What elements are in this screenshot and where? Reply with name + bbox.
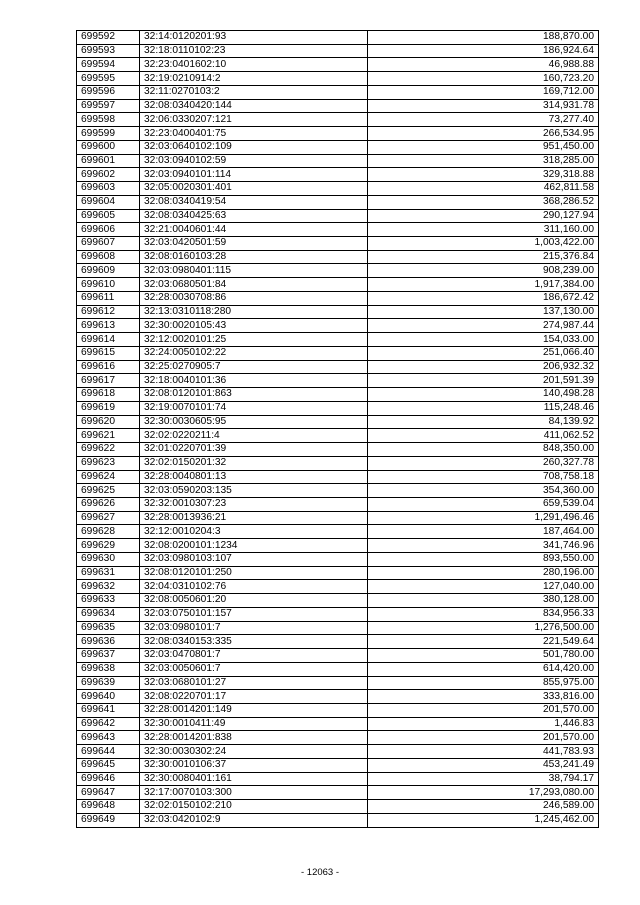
table-row: [77, 566, 599, 580]
cadastral-value-cell: 893,550.00: [368, 552, 599, 566]
cadastral-value-cell: 1,003,422.00: [368, 237, 599, 251]
table-row: [77, 511, 599, 525]
table-row: [77, 278, 599, 292]
table-row: [77, 443, 599, 457]
cadastral-value-cell: 140,498.28: [368, 388, 599, 402]
cadastral-number-cell: 32:12:0010204:3: [140, 525, 368, 539]
row-number-cell: 699610: [77, 278, 140, 292]
row-number-cell: 699600: [77, 140, 140, 154]
table-row: [77, 745, 599, 759]
table-row: [77, 676, 599, 690]
row-number-cell: 699641: [77, 703, 140, 717]
row-number-cell: 699607: [77, 237, 140, 251]
table-row: [77, 44, 599, 58]
cadastral-number-cell: 32:30:0010411:49: [140, 717, 368, 731]
cadastral-value-cell: 246,589.00: [368, 800, 599, 814]
cadastral-number-cell: 32:05:0020301:401: [140, 182, 368, 196]
cadastral-value-cell: 368,286.52: [368, 195, 599, 209]
row-number-cell: 699598: [77, 113, 140, 127]
table-row: [77, 772, 599, 786]
cadastral-value-cell: 187,464.00: [368, 525, 599, 539]
table-row: [77, 58, 599, 72]
cadastral-value-cell: 221,549.64: [368, 635, 599, 649]
row-number-cell: 699617: [77, 374, 140, 388]
row-number-cell: 699608: [77, 250, 140, 264]
cadastral-value-cell: 266,534.95: [368, 127, 599, 141]
cadastral-number-cell: 32:03:0980401:115: [140, 264, 368, 278]
cadastral-number-cell: 32:18:0040101:36: [140, 374, 368, 388]
table-row: [77, 786, 599, 800]
table-row: [77, 429, 599, 443]
row-number-cell: 699642: [77, 717, 140, 731]
cadastral-number-cell: 32:08:0160103:28: [140, 250, 368, 264]
cadastral-number-cell: 32:30:0030302:24: [140, 745, 368, 759]
cadastral-number-cell: 32:03:0590203:135: [140, 484, 368, 498]
cadastral-number-cell: 32:06:0330207:121: [140, 113, 368, 127]
row-number-cell: 699634: [77, 607, 140, 621]
row-number-cell: 699643: [77, 731, 140, 745]
cadastral-number-cell: 32:03:0750101:157: [140, 607, 368, 621]
cadastral-number-cell: 32:08:0340153:335: [140, 635, 368, 649]
row-number-cell: 699619: [77, 401, 140, 415]
table-row: [77, 800, 599, 814]
table-row: [77, 813, 599, 827]
row-number-cell: 699604: [77, 195, 140, 209]
table-row: [77, 662, 599, 676]
cadastral-value-cell: 834,956.33: [368, 607, 599, 621]
cadastral-number-cell: 32:28:0014201:149: [140, 703, 368, 717]
row-number-cell: 699648: [77, 800, 140, 814]
row-number-cell: 699637: [77, 649, 140, 663]
cadastral-number-cell: 32:03:0680101:27: [140, 676, 368, 690]
row-number-cell: 699625: [77, 484, 140, 498]
table-row: [77, 703, 599, 717]
cadastral-value-cell: 659,539.04: [368, 497, 599, 511]
cadastral-number-cell: 32:08:0220701:17: [140, 690, 368, 704]
row-number-cell: 699644: [77, 745, 140, 759]
row-number-cell: 699593: [77, 44, 140, 58]
row-number-cell: 699636: [77, 635, 140, 649]
cadastral-number-cell: 32:03:0980101:7: [140, 621, 368, 635]
cadastral-value-cell: 290,127.94: [368, 209, 599, 223]
cadastral-value-cell: 333,816.00: [368, 690, 599, 704]
cadastral-value-cell: 462,811.58: [368, 182, 599, 196]
table-row: [77, 525, 599, 539]
table-row: [77, 291, 599, 305]
cadastral-value-cell: 186,672.42: [368, 291, 599, 305]
cadastral-number-cell: 32:08:0050601:20: [140, 594, 368, 608]
cadastral-value-cell: 908,239.00: [368, 264, 599, 278]
table-row: [77, 360, 599, 374]
row-number-cell: 699623: [77, 456, 140, 470]
table-row: [77, 717, 599, 731]
row-number-cell: 699638: [77, 662, 140, 676]
table-row: [77, 31, 599, 45]
row-number-cell: 699635: [77, 621, 140, 635]
cadastral-value-cell: 318,285.00: [368, 154, 599, 168]
cadastral-value-cell: 441,783.93: [368, 745, 599, 759]
row-number-cell: 699613: [77, 319, 140, 333]
table-row: [77, 333, 599, 347]
cadastral-value-cell: 341,746.96: [368, 539, 599, 553]
cadastral-value-cell: 314,931.78: [368, 99, 599, 113]
row-number-cell: 699601: [77, 154, 140, 168]
cadastral-value-cell: 84,139.92: [368, 415, 599, 429]
cadastral-value-cell: 848,350.00: [368, 443, 599, 457]
cadastral-value-table: [76, 30, 599, 828]
cadastral-value-cell: 260,327.78: [368, 456, 599, 470]
row-number-cell: 699630: [77, 552, 140, 566]
row-number-cell: 699647: [77, 786, 140, 800]
cadastral-number-cell: 32:28:0040801:13: [140, 470, 368, 484]
table-row: [77, 305, 599, 319]
cadastral-number-cell: 32:14:0120201:93: [140, 31, 368, 45]
table-row: [77, 580, 599, 594]
row-number-cell: 699640: [77, 690, 140, 704]
row-number-cell: 699649: [77, 813, 140, 827]
table-row: [77, 127, 599, 141]
cadastral-value-cell: 1,276,500.00: [368, 621, 599, 635]
cadastral-number-cell: 32:25:0270905:7: [140, 360, 368, 374]
cadastral-value-cell: 614,420.00: [368, 662, 599, 676]
cadastral-number-cell: 32:12:0020101:25: [140, 333, 368, 347]
row-number-cell: 699646: [77, 772, 140, 786]
cadastral-number-cell: 32:08:0340419:54: [140, 195, 368, 209]
cadastral-number-cell: 32:28:0014201:838: [140, 731, 368, 745]
cadastral-number-cell: 32:30:0010106:37: [140, 758, 368, 772]
row-number-cell: 699632: [77, 580, 140, 594]
cadastral-value-cell: 1,917,384.00: [368, 278, 599, 292]
cadastral-number-cell: 32:03:0940101:114: [140, 168, 368, 182]
table-row: [77, 388, 599, 402]
table-row: [77, 237, 599, 251]
cadastral-number-cell: 32:30:0080401:161: [140, 772, 368, 786]
table-row: [77, 250, 599, 264]
row-number-cell: 699595: [77, 72, 140, 86]
cadastral-number-cell: 32:13:0310118:280: [140, 305, 368, 319]
cadastral-number-cell: 32:03:0420102:9: [140, 813, 368, 827]
cadastral-number-cell: 32:02:0220211:4: [140, 429, 368, 443]
table-row: [77, 415, 599, 429]
table-row: [77, 374, 599, 388]
row-number-cell: 699633: [77, 594, 140, 608]
cadastral-value-cell: 201,570.00: [368, 703, 599, 717]
cadastral-number-cell: 32:21:0040601:44: [140, 223, 368, 237]
row-number-cell: 699624: [77, 470, 140, 484]
cadastral-number-cell: 32:02:0150102:210: [140, 800, 368, 814]
cadastral-number-cell: 32:23:0401602:10: [140, 58, 368, 72]
table-row: [77, 470, 599, 484]
cadastral-value-cell: 17,293,080.00: [368, 786, 599, 800]
cadastral-value-cell: 206,932.32: [368, 360, 599, 374]
table-body: [77, 31, 599, 828]
cadastral-value-cell: 186,924.64: [368, 44, 599, 58]
table-row: [77, 539, 599, 553]
cadastral-value-cell: 251,066.40: [368, 346, 599, 360]
table-row: [77, 168, 599, 182]
cadastral-value-cell: 1,245,462.00: [368, 813, 599, 827]
row-number-cell: 699606: [77, 223, 140, 237]
table-row: [77, 113, 599, 127]
table-row: [77, 346, 599, 360]
cadastral-value-cell: 411,062.52: [368, 429, 599, 443]
cadastral-number-cell: 32:08:0200101:1234: [140, 539, 368, 553]
table-row: [77, 264, 599, 278]
cadastral-number-cell: 32:23:0400401:75: [140, 127, 368, 141]
cadastral-number-cell: 32:03:0640102:109: [140, 140, 368, 154]
table-row: [77, 182, 599, 196]
table-row: [77, 401, 599, 415]
row-number-cell: 699603: [77, 182, 140, 196]
cadastral-number-cell: 32:04:0310102:76: [140, 580, 368, 594]
row-number-cell: 699605: [77, 209, 140, 223]
cadastral-value-cell: 154,033.00: [368, 333, 599, 347]
table-row: [77, 223, 599, 237]
row-number-cell: 699594: [77, 58, 140, 72]
row-number-cell: 699622: [77, 443, 140, 457]
cadastral-value-cell: 188,870.00: [368, 31, 599, 45]
row-number-cell: 699616: [77, 360, 140, 374]
row-number-cell: 699609: [77, 264, 140, 278]
cadastral-value-cell: 73,277.40: [368, 113, 599, 127]
table-row: [77, 99, 599, 113]
table-row: [77, 621, 599, 635]
table-row: [77, 497, 599, 511]
table-row: [77, 72, 599, 86]
cadastral-number-cell: 32:18:0110102:23: [140, 44, 368, 58]
page-number: - 12063 -: [300, 867, 340, 878]
cadastral-number-cell: 32:08:0340425:63: [140, 209, 368, 223]
cadastral-number-cell: 32:02:0150201:32: [140, 456, 368, 470]
table-row: [77, 209, 599, 223]
cadastral-number-cell: 32:30:0020105:43: [140, 319, 368, 333]
table-row: [77, 758, 599, 772]
cadastral-value-cell: 115,248.46: [368, 401, 599, 415]
table-row: [77, 456, 599, 470]
row-number-cell: 699626: [77, 497, 140, 511]
cadastral-number-cell: 32:30:0030605:95: [140, 415, 368, 429]
cadastral-number-cell: 32:03:0420501:59: [140, 237, 368, 251]
table-row: [77, 195, 599, 209]
row-number-cell: 699597: [77, 99, 140, 113]
cadastral-number-cell: 32:03:0470801:7: [140, 649, 368, 663]
table-row: [77, 484, 599, 498]
table-row: [77, 635, 599, 649]
cadastral-value-cell: 708,758.18: [368, 470, 599, 484]
cadastral-value-cell: 354,360.00: [368, 484, 599, 498]
cadastral-number-cell: 32:03:0050601:7: [140, 662, 368, 676]
cadastral-value-cell: 215,376.84: [368, 250, 599, 264]
table-row: [77, 154, 599, 168]
cadastral-number-cell: 32:24:0050102:22: [140, 346, 368, 360]
row-number-cell: 699627: [77, 511, 140, 525]
cadastral-number-cell: 32:08:0120101:863: [140, 388, 368, 402]
table-row: [77, 319, 599, 333]
cadastral-number-cell: 32:03:0680501:84: [140, 278, 368, 292]
cadastral-value-cell: 201,591.39: [368, 374, 599, 388]
cadastral-number-cell: 32:01:0220701:39: [140, 443, 368, 457]
row-number-cell: 699592: [77, 31, 140, 45]
cadastral-value-cell: 1,291,496.46: [368, 511, 599, 525]
row-number-cell: 699628: [77, 525, 140, 539]
cadastral-value-cell: 169,712.00: [368, 85, 599, 99]
cadastral-value-cell: 274,987.44: [368, 319, 599, 333]
row-number-cell: 699602: [77, 168, 140, 182]
cadastral-number-cell: 32:03:0940102:59: [140, 154, 368, 168]
cadastral-value-cell: 1,446.83: [368, 717, 599, 731]
cadastral-number-cell: 32:28:0030708:86: [140, 291, 368, 305]
table-row: [77, 85, 599, 99]
row-number-cell: 699612: [77, 305, 140, 319]
cadastral-value-cell: 380,128.00: [368, 594, 599, 608]
row-number-cell: 699620: [77, 415, 140, 429]
cadastral-value-cell: 46,988.88: [368, 58, 599, 72]
cadastral-value-cell: 855,975.00: [368, 676, 599, 690]
table-row: [77, 607, 599, 621]
table-row: [77, 649, 599, 663]
row-number-cell: 699618: [77, 388, 140, 402]
cadastral-number-cell: 32:11:0270103:2: [140, 85, 368, 99]
cadastral-value-cell: 501,780.00: [368, 649, 599, 663]
cadastral-value-cell: 160,723.20: [368, 72, 599, 86]
row-number-cell: 699639: [77, 676, 140, 690]
cadastral-value-cell: 127,040.00: [368, 580, 599, 594]
cadastral-number-cell: 32:17:0070103:300: [140, 786, 368, 800]
cadastral-number-cell: 32:19:0210914:2: [140, 72, 368, 86]
cadastral-number-cell: 32:28:0013936:21: [140, 511, 368, 525]
cadastral-value-cell: 329,318.88: [368, 168, 599, 182]
table-row: [77, 594, 599, 608]
cadastral-number-cell: 32:08:0120101:250: [140, 566, 368, 580]
cadastral-value-cell: 280,196.00: [368, 566, 599, 580]
row-number-cell: 699621: [77, 429, 140, 443]
row-number-cell: 699596: [77, 85, 140, 99]
cadastral-number-cell: 32:19:0070101:74: [140, 401, 368, 415]
table-row: [77, 552, 599, 566]
cadastral-value-cell: 201,570.00: [368, 731, 599, 745]
cadastral-number-cell: 32:03:0980103:107: [140, 552, 368, 566]
row-number-cell: 699599: [77, 127, 140, 141]
cadastral-number-cell: 32:32:0010307:23: [140, 497, 368, 511]
table-row: [77, 140, 599, 154]
row-number-cell: 699614: [77, 333, 140, 347]
row-number-cell: 699631: [77, 566, 140, 580]
row-number-cell: 699629: [77, 539, 140, 553]
row-number-cell: 699615: [77, 346, 140, 360]
table-row: [77, 690, 599, 704]
row-number-cell: 699645: [77, 758, 140, 772]
cadastral-number-cell: 32:08:0340420:144: [140, 99, 368, 113]
row-number-cell: 699611: [77, 291, 140, 305]
cadastral-value-cell: 38,794.17: [368, 772, 599, 786]
cadastral-value-cell: 137,130.00: [368, 305, 599, 319]
cadastral-value-cell: 951,450.00: [368, 140, 599, 154]
cadastral-value-cell: 311,160.00: [368, 223, 599, 237]
cadastral-value-cell: 453,241.49: [368, 758, 599, 772]
table-row: [77, 731, 599, 745]
